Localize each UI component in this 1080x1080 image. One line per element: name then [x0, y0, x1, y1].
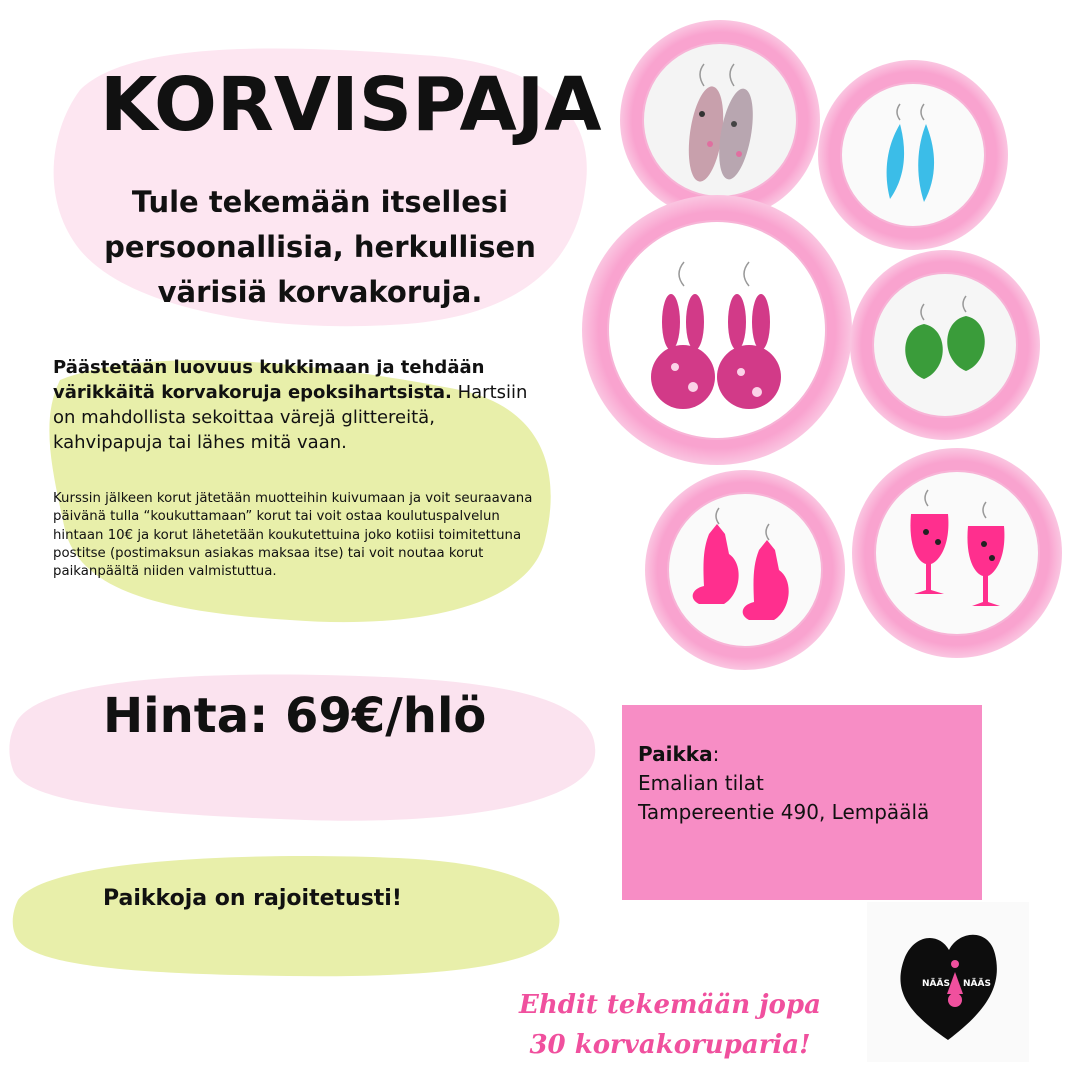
- lime-blob-limited: [8, 850, 568, 980]
- place-label: Paikka: [638, 742, 713, 766]
- detail-text: Kurssin jälkeen korut jätetään muotteihin kuivumaan ja voit seuraavana päivänä tulla “koukuttamaan” korut tai voit ostaa koulutuspalvelun hintaan 10€ ja korut lähetetään koukutettuina joko kotiisi toimitettuna postitse (postimaksun asiakas maksaa itse) tai voit noutaa korut paikanpäältä niiden valmistuttua.: [53, 491, 533, 580]
- pink-wineglass-earrings-icon: [876, 472, 1038, 634]
- place-colon: :: [712, 742, 720, 766]
- pink-bunny-earrings-icon: [609, 222, 825, 438]
- place-line1: Emalian tilat: [638, 771, 764, 795]
- place-info: [638, 740, 929, 827]
- glitter-leaf-earrings-icon: [644, 44, 796, 196]
- intro-normal: Hartsiin on mahdollista sekoittaa värejä glittereitä, kahvipapuja tai lähes mitä vaan.: [53, 382, 528, 453]
- promo-line1: Ehdit tekemään jopa: [519, 990, 821, 1020]
- promo-line2: 30 korvakoruparia!: [529, 1030, 811, 1060]
- earring-photo-green-monstera: [850, 250, 1040, 440]
- earring-photo-pink-bunny: [582, 195, 852, 465]
- logo: [867, 902, 1029, 1062]
- heart-logo-icon: [867, 902, 1029, 1062]
- earring-photo-pink-cat: [645, 470, 845, 670]
- earring-photo-blue-feather: [818, 60, 1008, 250]
- intro-text: [53, 355, 533, 455]
- promo-text: [480, 985, 860, 1065]
- place-line2: Tampereentie 490, Lempäälä: [638, 800, 930, 824]
- subtitle: Tule tekemään itsellesi persoonallisia, herkullisen värisiä korvakoruja.: [104, 185, 536, 309]
- logo-text-left: NÄÄS: [922, 979, 950, 989]
- blue-feather-earrings-icon: [842, 84, 984, 226]
- logo-text-right: NÄÄS: [963, 979, 991, 989]
- pink-cat-earrings-icon: [669, 494, 821, 646]
- limited-notice: Paikkoja on rajoitetusti!: [103, 886, 402, 911]
- intro-bold: Päästetään luovuus kukkimaan ja tehdään värikkäitä korvakoruja epoksihartsista.: [53, 357, 485, 403]
- earring-photo-pink-wineglass: [852, 448, 1062, 658]
- green-monstera-earrings-icon: [874, 274, 1016, 416]
- earring-photo-glitter-leaf: [620, 20, 820, 220]
- price: Hinta: 69€/hlö: [103, 688, 487, 744]
- page-title: KORVISPAJA: [100, 62, 602, 148]
